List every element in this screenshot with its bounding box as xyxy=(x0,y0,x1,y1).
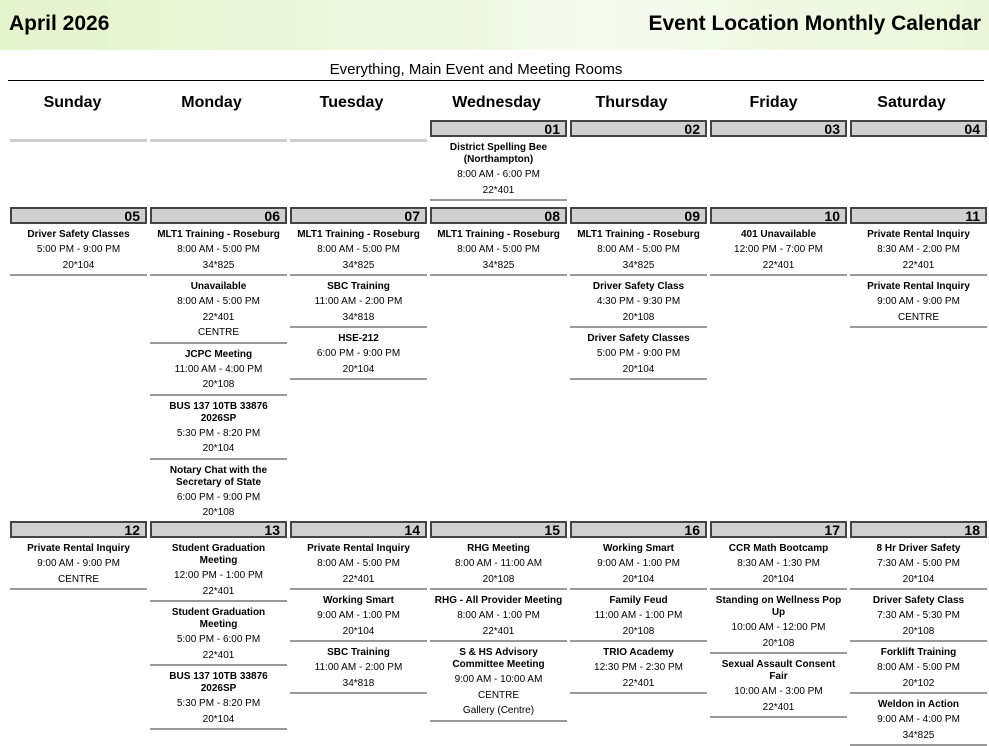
date-number: 15 xyxy=(430,521,567,538)
event-title: Student Graduation Meeting xyxy=(171,607,266,630)
day-cell-17[interactable] xyxy=(710,521,847,718)
calendar-event[interactable] xyxy=(430,137,567,201)
day-header-thursday: Thursday xyxy=(595,94,668,111)
event-detail: 5:30 PM - 8:20 PM xyxy=(176,698,261,709)
event-detail: 6:00 PM - 9:00 PM xyxy=(176,491,261,503)
event-detail: 8:00 AM - 5:00 PM xyxy=(597,244,680,255)
event-detail: 10:00 AM - 12:00 PM xyxy=(731,622,826,633)
event-title: HSE-212 xyxy=(338,333,379,344)
calendar-title: Event Location Monthly Calendar xyxy=(648,12,981,35)
event-detail: 5:30 PM - 8:20 PM xyxy=(176,427,261,439)
event-detail: 12:00 PM - 1:00 PM xyxy=(174,570,263,581)
day-header-friday: Friday xyxy=(749,94,798,111)
day-cell-10[interactable] xyxy=(710,207,847,276)
event-detail: 20*104 xyxy=(762,573,795,585)
calendar-event[interactable] xyxy=(150,460,287,524)
event-title: Forklift Training xyxy=(880,647,957,658)
event-detail: 20*104 xyxy=(342,363,375,375)
event-detail: 22*401 xyxy=(342,573,375,585)
event-detail: 9:00 AM - 1:00 PM xyxy=(317,610,400,621)
calendar-event[interactable] xyxy=(290,276,427,328)
event-detail: 34*825 xyxy=(902,729,935,741)
calendar-event[interactable] xyxy=(290,590,427,642)
event-title: 8 Hr Driver Safety xyxy=(876,543,961,554)
event-detail: 22*401 xyxy=(762,701,795,713)
calendar-event[interactable] xyxy=(430,224,567,276)
event-detail: 7:30 AM - 5:00 PM xyxy=(877,558,960,569)
event-detail: CENTRE xyxy=(897,311,940,323)
calendar-header xyxy=(0,0,989,50)
event-detail: 20*102 xyxy=(902,677,935,689)
event-detail: 20*108 xyxy=(902,625,935,637)
event-list xyxy=(150,538,287,730)
event-title: Working Smart xyxy=(323,595,394,606)
event-detail: 11:00 AM - 2:00 PM xyxy=(314,662,403,673)
event-detail: 9:00 AM - 1:00 PM xyxy=(597,558,680,569)
calendar-event[interactable] xyxy=(10,538,147,590)
event-title: District Spelling Bee (Northampton) xyxy=(449,142,548,165)
event-detail: 12:30 PM - 2:30 PM xyxy=(594,662,683,673)
event-detail: 20*108 xyxy=(482,573,515,585)
event-detail: 8:00 AM - 5:00 PM xyxy=(317,244,400,255)
event-detail: 11:00 AM - 1:00 PM xyxy=(594,610,683,621)
event-title: Driver Safety Classes xyxy=(27,229,130,240)
event-title: Private Rental Inquiry xyxy=(27,543,130,554)
event-detail: 34*818 xyxy=(342,677,375,689)
event-list xyxy=(290,538,427,694)
event-detail: CENTRE xyxy=(477,689,520,701)
event-title: Weldon in Action xyxy=(877,699,960,710)
event-detail: 5:00 PM - 9:00 PM xyxy=(596,348,681,359)
date-number: 12 xyxy=(10,521,147,538)
event-detail: 20*108 xyxy=(622,311,655,323)
event-title: CCR Math Bootcamp xyxy=(728,543,829,554)
event-detail: 8:30 AM - 1:30 PM xyxy=(737,558,820,569)
calendar-event[interactable] xyxy=(150,276,287,344)
calendar-event[interactable] xyxy=(290,224,427,276)
calendar-event[interactable] xyxy=(150,602,287,666)
event-title: Private Rental Inquiry xyxy=(867,281,970,292)
event-detail: 34*825 xyxy=(482,259,515,271)
day-header-tuesday: Tuesday xyxy=(319,94,384,111)
empty-date-bar xyxy=(150,139,287,142)
event-detail: 20*104 xyxy=(202,713,235,725)
day-cell-03[interactable] xyxy=(710,120,847,137)
calendar-event[interactable] xyxy=(850,642,987,694)
event-detail: 34*818 xyxy=(342,311,375,323)
event-detail: 8:00 AM - 5:00 PM xyxy=(317,558,400,569)
event-detail: 34*825 xyxy=(342,259,375,271)
event-detail: 8:00 AM - 6:00 PM xyxy=(457,169,540,180)
event-title: S & HS Advisory Committee Meeting xyxy=(452,647,545,670)
event-title: JCPC Meeting xyxy=(184,348,253,360)
date-number: 03 xyxy=(710,120,847,137)
event-title: Sexual Assault Consent Fair xyxy=(721,659,836,682)
empty-day-cell[interactable] xyxy=(150,120,287,142)
day-cell-12[interactable] xyxy=(10,521,147,590)
event-title: Family Feud xyxy=(609,595,668,606)
calendar-event[interactable] xyxy=(710,654,847,718)
event-title: Driver Safety Class xyxy=(872,595,965,606)
date-number: 07 xyxy=(290,207,427,224)
date-number: 11 xyxy=(850,207,987,224)
calendar-event[interactable] xyxy=(850,590,987,642)
event-title: SBC Training xyxy=(327,647,390,658)
calendar-event[interactable] xyxy=(850,224,987,276)
event-detail: 9:00 AM - 9:00 PM xyxy=(37,558,120,569)
event-detail: 8:00 AM - 5:00 PM xyxy=(177,296,260,307)
event-title: TRIO Academy xyxy=(603,647,674,658)
day-header-monday: Monday xyxy=(181,94,242,111)
event-detail: 9:00 AM - 9:00 PM xyxy=(877,296,960,307)
event-list xyxy=(850,538,987,746)
day-cell-07[interactable] xyxy=(290,207,427,380)
event-detail: 34*825 xyxy=(622,259,655,271)
month-label: April 2026 xyxy=(9,12,110,35)
date-number: 02 xyxy=(570,120,707,137)
event-title: Driver Safety Class xyxy=(592,281,685,292)
calendar-event[interactable] xyxy=(430,590,567,642)
event-title: Private Rental Inquiry xyxy=(307,543,410,554)
day-cell-16[interactable] xyxy=(570,521,707,694)
day-cell-11[interactable] xyxy=(850,207,987,328)
event-detail: 6:00 PM - 9:00 PM xyxy=(316,348,401,359)
date-number: 05 xyxy=(10,207,147,224)
day-header-saturday: Saturday xyxy=(877,94,946,111)
event-list xyxy=(10,224,147,276)
event-detail: 20*104 xyxy=(902,573,935,585)
event-detail: 34*825 xyxy=(202,259,235,271)
calendar-event[interactable] xyxy=(850,694,987,746)
event-detail: 10:00 AM - 3:00 PM xyxy=(734,686,823,697)
event-detail: 20*108 xyxy=(202,379,235,390)
event-title: Driver Safety Classes xyxy=(587,333,690,344)
event-title: 401 Unavailable xyxy=(740,229,817,240)
event-title: MLT1 Training - Roseburg xyxy=(437,229,560,240)
date-number: 18 xyxy=(850,521,987,538)
event-detail: 22*401 xyxy=(482,625,515,637)
event-detail: 22*401 xyxy=(202,649,235,661)
calendar-event[interactable] xyxy=(570,328,707,380)
event-detail: CENTRE xyxy=(57,573,100,585)
event-detail: 20*108 xyxy=(622,625,655,637)
event-detail: 22*401 xyxy=(202,585,235,597)
event-list xyxy=(850,224,987,328)
event-title: Student Graduation Meeting xyxy=(171,543,266,566)
event-list xyxy=(10,538,147,590)
day-cell-06[interactable] xyxy=(150,207,287,524)
empty-day-cell[interactable] xyxy=(10,120,147,142)
event-detail: 9:00 AM - 4:00 PM xyxy=(877,714,960,725)
event-detail: 9:00 AM - 10:00 AM xyxy=(454,674,543,685)
header-divider xyxy=(8,80,984,81)
calendar-event[interactable] xyxy=(850,538,987,590)
day-cell-18[interactable] xyxy=(850,521,987,746)
event-list xyxy=(430,137,567,201)
calendar-event[interactable] xyxy=(570,538,707,590)
day-cell-09[interactable] xyxy=(570,207,707,380)
day-cell-02[interactable] xyxy=(570,120,707,137)
date-number: 01 xyxy=(430,120,567,137)
event-list xyxy=(570,224,707,380)
event-detail: 22*401 xyxy=(202,311,235,323)
event-detail: 11:00 AM - 2:00 PM xyxy=(314,296,403,307)
event-title: Private Rental Inquiry xyxy=(867,229,970,240)
day-cell-04[interactable] xyxy=(850,120,987,137)
calendar-event[interactable] xyxy=(290,328,427,380)
calendar-subtitle: Everything, Main Event and Meeting Rooms xyxy=(329,61,623,78)
event-list xyxy=(430,538,567,722)
calendar-event[interactable] xyxy=(10,224,147,276)
day-cell-14[interactable] xyxy=(290,521,427,694)
date-number: 13 xyxy=(150,521,287,538)
event-list xyxy=(290,224,427,380)
date-number: 17 xyxy=(710,521,847,538)
event-detail: 8:30 AM - 2:00 PM xyxy=(877,244,960,255)
event-detail: Gallery (Centre) xyxy=(462,705,535,716)
event-detail: 20*104 xyxy=(342,625,375,637)
date-number: 16 xyxy=(570,521,707,538)
empty-day-cell[interactable] xyxy=(290,120,427,142)
event-detail: 8:00 AM - 5:00 PM xyxy=(877,662,960,673)
event-title: BUS 137 10TB 33876 2026SP xyxy=(169,671,268,694)
calendar-event[interactable] xyxy=(150,224,287,276)
event-list xyxy=(710,538,847,718)
calendar-event[interactable] xyxy=(290,642,427,694)
event-title: Notary Chat with the Secretary of State xyxy=(169,464,268,488)
event-detail: CENTRE xyxy=(197,327,240,338)
event-list xyxy=(150,224,287,524)
calendar-event[interactable] xyxy=(710,224,847,276)
event-detail: 11:00 AM - 4:00 PM xyxy=(174,363,263,375)
event-title: RHG Meeting xyxy=(467,543,530,554)
event-title: MLT1 Training - Roseburg xyxy=(577,229,700,240)
event-detail: 8:00 AM - 5:00 PM xyxy=(457,244,540,255)
calendar-event[interactable] xyxy=(710,538,847,590)
calendar-event[interactable] xyxy=(850,276,987,328)
date-number: 09 xyxy=(570,207,707,224)
day-header-wednesday: Wednesday xyxy=(452,94,541,111)
event-list xyxy=(710,224,847,276)
event-detail: 5:00 PM - 9:00 PM xyxy=(36,244,121,255)
calendar-event[interactable] xyxy=(150,538,287,602)
empty-date-bar xyxy=(290,139,427,142)
date-number: 06 xyxy=(150,207,287,224)
event-list xyxy=(570,538,707,694)
calendar-event[interactable] xyxy=(570,276,707,328)
event-detail: 22*401 xyxy=(762,259,795,271)
calendar-event[interactable] xyxy=(430,538,567,590)
event-detail: 7:30 AM - 5:30 PM xyxy=(877,610,960,621)
event-detail: 20*104 xyxy=(202,443,235,454)
event-detail: 20*104 xyxy=(62,259,95,271)
event-detail: 22*401 xyxy=(902,259,935,271)
calendar-event[interactable] xyxy=(570,224,707,276)
event-list xyxy=(430,224,567,276)
date-number: 14 xyxy=(290,521,427,538)
calendar-event[interactable] xyxy=(150,344,287,396)
event-title: MLT1 Training - Roseburg xyxy=(297,229,420,240)
event-detail: 20*108 xyxy=(202,507,235,518)
event-title: Working Smart xyxy=(603,543,674,554)
day-cell-08[interactable] xyxy=(430,207,567,276)
calendar-event[interactable] xyxy=(150,396,287,460)
event-detail: 20*104 xyxy=(622,573,655,585)
date-number: 08 xyxy=(430,207,567,224)
event-detail: 20*108 xyxy=(762,637,795,649)
empty-date-bar xyxy=(10,139,147,142)
calendar-event[interactable] xyxy=(570,642,707,694)
day-cell-01[interactable] xyxy=(430,120,567,201)
day-cell-05[interactable] xyxy=(10,207,147,276)
event-title: RHG - All Provider Meeting xyxy=(434,595,563,606)
day-cell-13[interactable] xyxy=(150,521,287,730)
day-header-sunday: Sunday xyxy=(43,94,102,111)
event-title: BUS 137 10TB 33876 2026SP xyxy=(169,400,268,424)
event-title: Unavailable xyxy=(190,281,247,292)
calendar-event[interactable] xyxy=(710,590,847,654)
calendar-event[interactable] xyxy=(150,666,287,730)
date-number: 10 xyxy=(710,207,847,224)
calendar-event[interactable] xyxy=(430,642,567,722)
event-detail: 5:00 PM - 6:00 PM xyxy=(176,634,261,645)
event-title: Standing on Wellness Pop Up xyxy=(715,595,842,618)
event-detail: 22*401 xyxy=(482,184,515,196)
calendar-event[interactable] xyxy=(290,538,427,590)
event-detail: 8:00 AM - 1:00 PM xyxy=(457,610,540,621)
day-cell-15[interactable] xyxy=(430,521,567,722)
event-title: SBC Training xyxy=(327,281,390,292)
event-detail: 8:00 AM - 5:00 PM xyxy=(177,244,260,255)
event-detail: 12:00 PM - 7:00 PM xyxy=(734,244,823,255)
calendar-event[interactable] xyxy=(570,590,707,642)
date-number: 04 xyxy=(850,120,987,137)
event-detail: 8:00 AM - 11:00 AM xyxy=(454,558,543,569)
event-title: MLT1 Training - Roseburg xyxy=(157,229,280,240)
event-detail: 22*401 xyxy=(622,677,655,689)
event-detail: 4:30 PM - 9:30 PM xyxy=(596,296,681,307)
event-detail: 20*104 xyxy=(622,363,655,375)
